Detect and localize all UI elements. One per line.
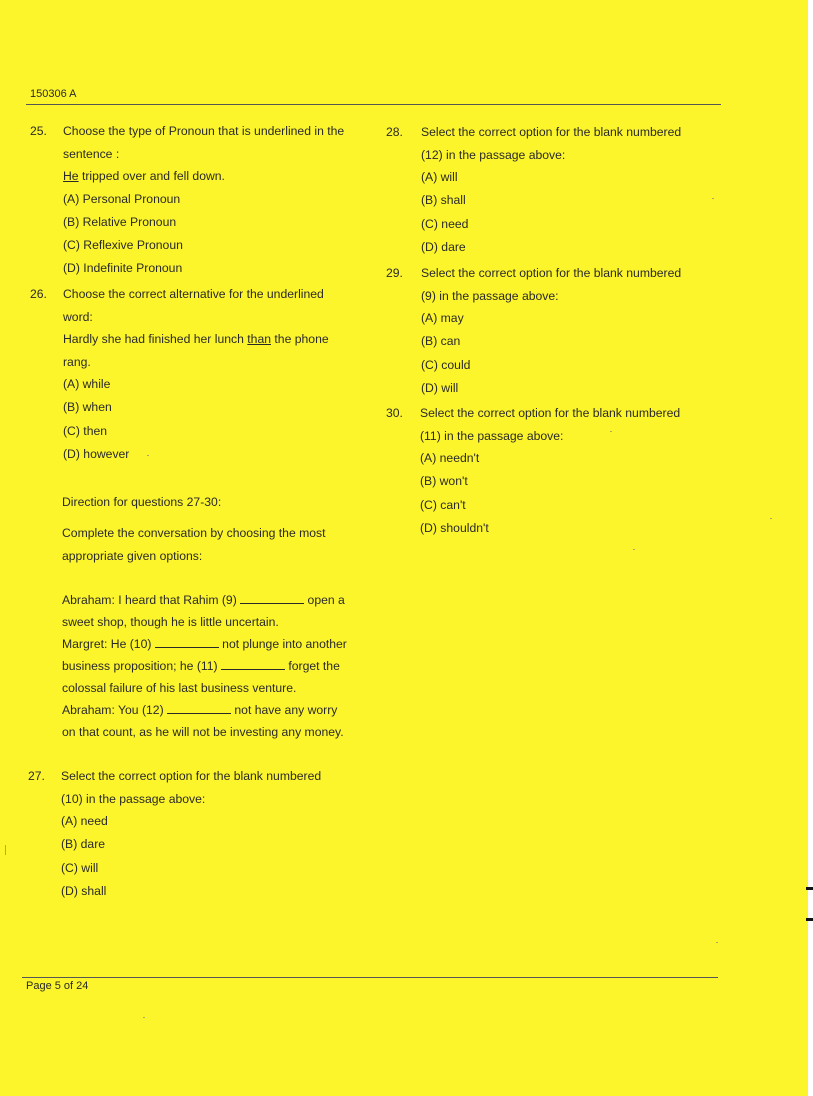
question-text: (9) in the passage above: (421, 288, 559, 303)
passage-line: Abraham: I heard that Rahim (9) open a (62, 593, 345, 607)
scan-speck (143, 1017, 145, 1018)
option-b: (B) dare (61, 837, 106, 852)
option-a: (A) Personal Pronoun (63, 191, 181, 206)
blank-11 (221, 659, 285, 670)
option-a: (A) needn't (420, 451, 480, 465)
question-text: (10) in the passage above: (61, 791, 206, 806)
question-text: Choose the type of Pronoun that is underlined in the (63, 124, 345, 138)
question-number: 29. (386, 266, 403, 280)
instruction-text: appropriate given options: (62, 548, 203, 563)
paper-code: 150306 A (30, 88, 77, 100)
example-sentence-cont: rang. (63, 354, 91, 369)
question-text: word: (63, 309, 93, 324)
option-c: (C) can't (420, 497, 466, 512)
passage-line: Abraham: You (12) not have any worry (62, 703, 338, 717)
option-c: (C) then (63, 423, 108, 438)
scan-edge-mark (806, 887, 813, 890)
question-text: Choose the correct alternative for the underlined (63, 287, 324, 301)
option-a: (A) will (421, 170, 458, 184)
header-rule (26, 104, 721, 105)
option-c: (C) need (421, 216, 469, 231)
page-number: Page 5 of 24 (26, 980, 89, 992)
question-number: 28. (386, 125, 403, 139)
example-sentence: Hardly she had finished her lunch than the phone (63, 332, 329, 346)
scan-speck (147, 455, 149, 456)
option-a: (A) need (61, 814, 108, 828)
question-number: 27. (28, 769, 45, 783)
passage-line: colossal failure of his last business venture. (62, 681, 297, 695)
question-text: Select the correct option for the blank numbered (421, 125, 682, 139)
scan-speck (5, 845, 6, 855)
scan-edge-mark (806, 918, 813, 921)
scan-speck (633, 549, 635, 550)
scan-speck (716, 942, 718, 943)
scan-speck (712, 198, 714, 199)
blank-12 (167, 703, 231, 714)
option-a: (A) may (421, 311, 464, 325)
option-d: (D) however (63, 446, 130, 461)
direction-heading: Direction for questions 27-30: (62, 495, 222, 509)
question-text: Select the correct option for the blank numbered (420, 406, 681, 420)
example-sentence: He tripped over and fell down. (63, 169, 225, 183)
question-text: Select the correct option for the blank numbered (61, 769, 322, 783)
option-b: (B) Relative Pronoun (63, 214, 177, 229)
question-number: 30. (386, 406, 403, 420)
question-number: 25. (30, 124, 47, 138)
option-c: (C) Reflexive Pronoun (63, 238, 183, 253)
option-c: (C) will (61, 860, 99, 875)
underlined-word: He (63, 169, 79, 183)
question-text: sentence : (63, 146, 120, 161)
passage-line: business proposition; he (11) forget the (62, 659, 340, 673)
option-d: (D) shouldn't (420, 520, 489, 535)
passage-line: Margret: He (10) not plunge into another (62, 637, 347, 651)
option-b: (B) when (63, 400, 112, 415)
question-text: (12) in the passage above: (421, 147, 566, 162)
option-b: (B) shall (421, 193, 466, 208)
question-number: 26. (30, 287, 47, 301)
footer-rule (22, 977, 718, 978)
option-b: (B) can (421, 334, 461, 349)
blank-9 (240, 593, 304, 604)
option-d: (D) will (421, 380, 459, 395)
passage-line: sweet shop, though he is little uncertain. (62, 615, 279, 629)
question-text: Select the correct option for the blank numbered (421, 266, 682, 280)
option-d: (D) dare (421, 239, 466, 254)
underlined-word: than (247, 332, 272, 346)
option-c: (C) could (421, 357, 471, 372)
instruction-text: Complete the conversation by choosing the most (62, 526, 326, 540)
scan-speck (610, 431, 612, 432)
question-text: (11) in the passage above: (420, 428, 564, 443)
passage-line: on that count, as he will not be investing any money. (62, 725, 344, 739)
blank-10 (155, 637, 219, 648)
option-d: (D) shall (61, 883, 107, 898)
option-d: (D) Indefinite Pronoun (63, 261, 183, 276)
scan-speck (770, 518, 772, 519)
option-a: (A) while (63, 377, 111, 391)
option-b: (B) won't (420, 474, 468, 489)
